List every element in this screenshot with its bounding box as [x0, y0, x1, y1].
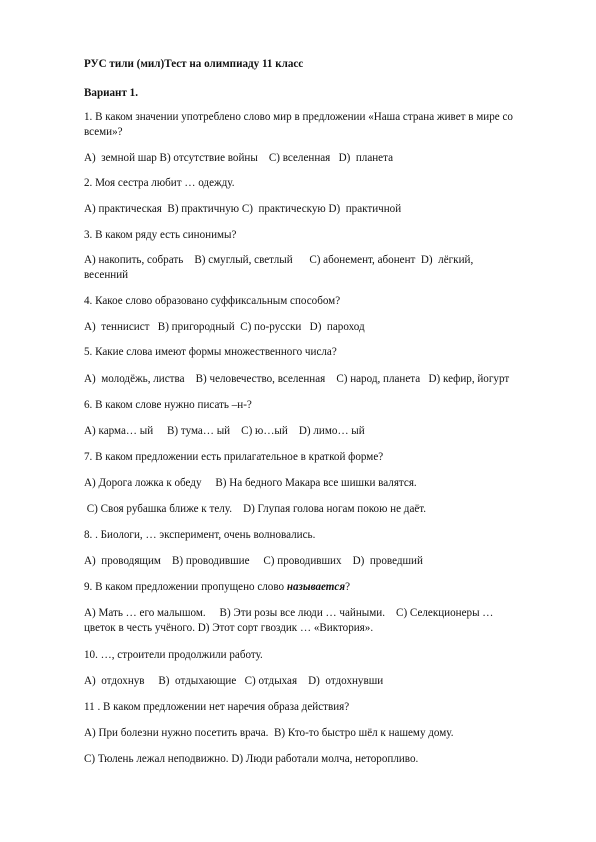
question-5: 5. Какие слова имеют формы множественного числа?: [84, 346, 337, 358]
question-7: 7. В каком предложении есть прилагательное в краткой форме?: [84, 451, 384, 463]
question-1: 1. В каком значении употреблено слово мир в предложении «Наша страна живет в мире со: [84, 111, 513, 123]
question-2: 2. Моя сестра любит … одежду.: [84, 177, 235, 189]
answers-7-continued: С) Своя рубашка ближе к телу. D) Глупая голова ногам покою не даёт.: [84, 503, 427, 515]
document-title: РУС тили (мил)Тест на олимпиаду 11 класс: [84, 58, 304, 70]
question-9-keyword: называется: [286, 581, 346, 593]
answers-9-continued: цветок в честь учёного. D) Этот сорт гвоздик … «Виктория».: [84, 622, 374, 634]
question-6: 6. В каком слове нужно писать –н-?: [84, 399, 252, 411]
answers-10: А) отдохнув В) отдыхающие С) отдыхая D) отдохнувши: [84, 675, 384, 687]
answers-11: А) При болезни нужно посетить врача. В) Кто-то быстро шёл к нашему дому.: [84, 727, 454, 739]
answers-1: А) земной шар В) отсутствие войны С) вселенная D) планета: [84, 152, 394, 164]
answers-6: А) карма… ый В) тума… ый С) ю…ый D) лимо… ый: [84, 425, 365, 437]
variant-heading: Вариант 1.: [84, 87, 138, 99]
answers-3: А) накопить, собрать В) смуглый, светлый С) абонемент, абонент D) лёгкий,: [84, 254, 474, 266]
answers-4: А) теннисист В) пригородный С) по-русски D) пароход: [84, 321, 365, 333]
answers-5: А) молодёжь, листва В) человечество, вселенная С) народ, планета D) кефир, йогурт: [84, 373, 510, 385]
answers-7: А) Дорога ложка к обеду В) На бедного Макара все шишки валятся.: [84, 477, 417, 489]
answers-8: А) проводящим В) проводившие С) проводивших D) проведший: [84, 555, 423, 567]
question-9-end: ?: [345, 581, 350, 593]
answers-11-continued: С) Тюлень лежал неподвижно. D) Люди работали молча, неторопливо.: [84, 753, 419, 765]
answers-3-continued: весенний: [84, 269, 129, 281]
question-11: 11 . В каком предложении нет наречия образа действия?: [84, 701, 350, 713]
answers-9: А) Мать … его малышом. В) Эти розы все люди … чайными. С) Селекционеры …: [84, 607, 494, 619]
question-8: 8. . Биологи, … эксперимент, очень волновались.: [84, 529, 316, 541]
question-10: 10. …, строители продолжили работу.: [84, 649, 263, 661]
question-3: 3. В каком ряду есть синонимы?: [84, 229, 237, 241]
question-4: 4. Какое слово образовано суффиксальным способом?: [84, 295, 341, 307]
question-9: [84, 580, 554, 594]
answers-2: А) практическая В) практичную С) практическую D) практичной: [84, 203, 402, 215]
question-9-text: 9. В каком предложении пропущено слово: [84, 581, 287, 593]
question-1-continued: всеми»?: [84, 126, 123, 138]
